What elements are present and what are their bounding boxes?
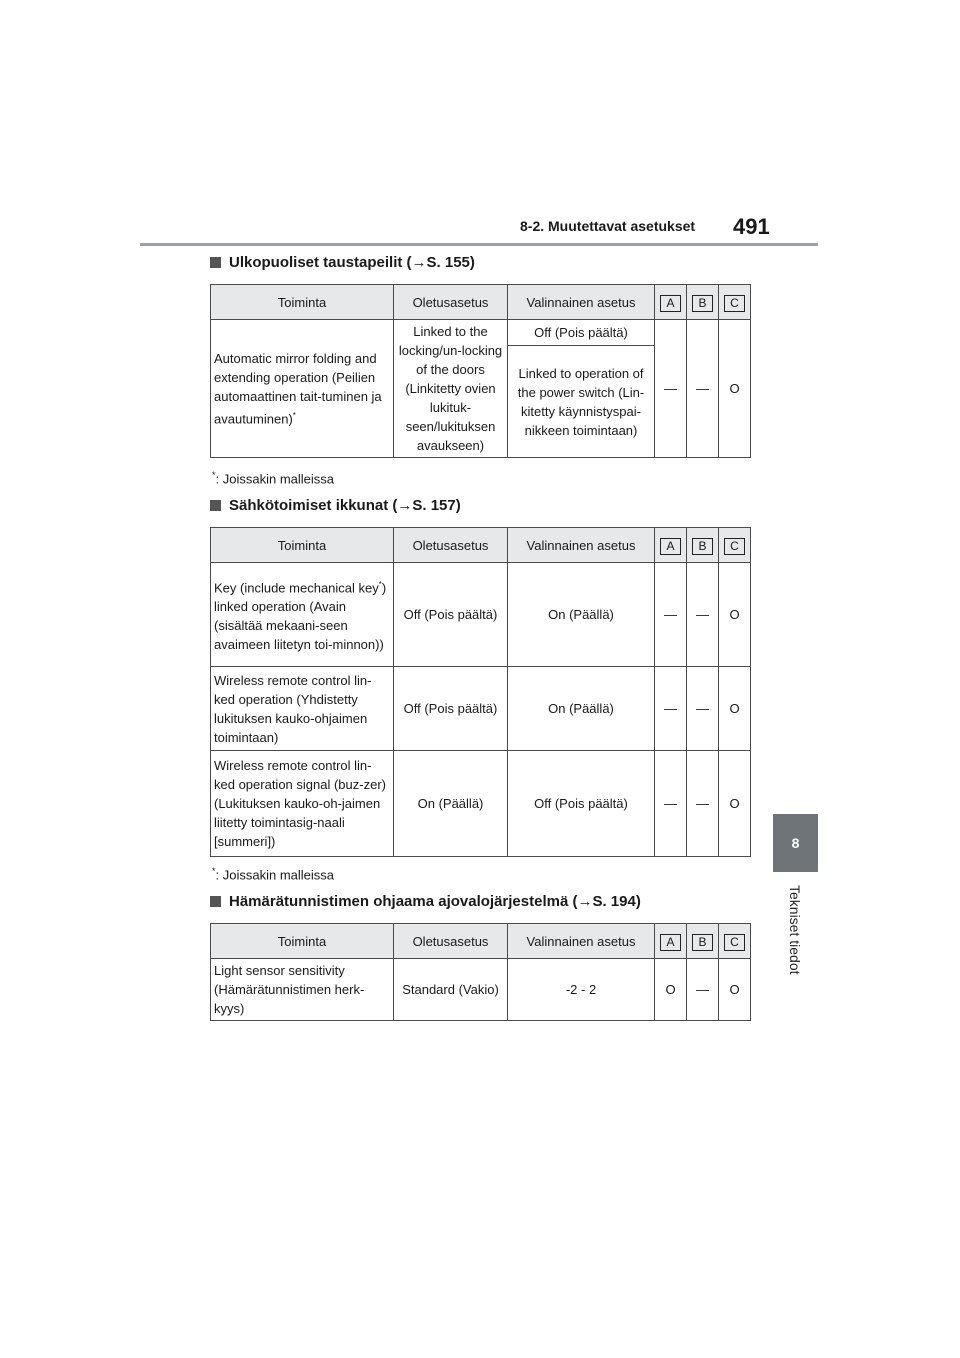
col-default: Oletusasetus bbox=[394, 528, 508, 563]
b-cell: — bbox=[687, 751, 719, 857]
function-cell: Light sensor sensitivity (Hämärätunnistimen herk-kyys) bbox=[211, 959, 394, 1021]
col-default: Oletusasetus bbox=[394, 924, 508, 959]
a-cell: — bbox=[655, 667, 687, 751]
c-cell: O bbox=[719, 959, 751, 1021]
col-function: Toiminta bbox=[211, 924, 394, 959]
a-cell: — bbox=[655, 751, 687, 857]
table-row bbox=[211, 751, 751, 857]
b-cell: — bbox=[687, 667, 719, 751]
col-optional: Valinnainen asetus bbox=[508, 285, 655, 320]
col-default: Oletusasetus bbox=[394, 285, 508, 320]
section-heading-headlights bbox=[210, 893, 641, 910]
section-heading-windows bbox=[210, 497, 461, 514]
default-cell: Off (Pois päältä) bbox=[394, 667, 508, 751]
function-cell: Wireless remote control lin-ked operation (Yhdistetty lukituksen kauko-ohjaimen toimintaan) bbox=[211, 667, 394, 751]
section-title: 8-2. Muutettavat asetukset bbox=[520, 218, 696, 234]
optional-cell: Off (Pois päältä) bbox=[508, 320, 655, 346]
c-cell: O bbox=[719, 667, 751, 751]
default-cell: On (Päällä) bbox=[394, 751, 508, 857]
section-heading-mirrors bbox=[210, 254, 475, 271]
c-cell: O bbox=[719, 320, 751, 458]
default-cell: Standard (Vakio) bbox=[394, 959, 508, 1021]
c-cell: O bbox=[719, 563, 751, 667]
c-cell: O bbox=[719, 751, 751, 857]
section-heading-text: Ulkopuoliset taustapeilit (→S. 155) bbox=[229, 254, 475, 271]
col-function: Toiminta bbox=[211, 528, 394, 563]
optional-cell: -2 - 2 bbox=[508, 959, 655, 1021]
col-optional: Valinnainen asetus bbox=[508, 528, 655, 563]
col-b: B bbox=[687, 285, 719, 320]
table-header-row bbox=[211, 285, 751, 320]
square-bullet-icon bbox=[210, 500, 221, 511]
mirrors-table bbox=[210, 284, 751, 458]
col-c: C bbox=[719, 528, 751, 563]
col-c: C bbox=[719, 285, 751, 320]
col-a: A bbox=[655, 528, 687, 563]
page-number: 491 bbox=[733, 214, 770, 239]
table-row bbox=[211, 563, 751, 667]
optional-cell: On (Päällä) bbox=[508, 563, 655, 667]
table-row bbox=[211, 959, 751, 1021]
table-header-row bbox=[211, 528, 751, 563]
chapter-tab bbox=[773, 814, 818, 872]
section-heading-text: Hämärätunnistimen ohjaama ajovalojärjestelmä (→S. 194) bbox=[229, 893, 641, 910]
section-heading-text: Sähkötoimiset ikkunat (→S. 157) bbox=[229, 497, 461, 514]
footnote: *: Joissakin malleissa bbox=[212, 866, 335, 883]
col-a: A bbox=[655, 285, 687, 320]
chapter-label: Tekniset tiedot bbox=[787, 885, 803, 975]
square-bullet-icon bbox=[210, 257, 221, 268]
col-a: A bbox=[655, 924, 687, 959]
a-cell: O bbox=[655, 959, 687, 1021]
table-row bbox=[211, 320, 751, 346]
function-cell: Wireless remote control lin-ked operation signal (buz-zer) (Lukituksen kauko-oh-jaimen liitetty toimintasig-naali [summeri]) bbox=[211, 751, 394, 857]
optional-cell: Linked to operation of the power switch (Lin-kitetty käynnistyspai-nikkeen toimintaan) bbox=[508, 346, 655, 458]
headlights-table bbox=[210, 923, 751, 1021]
optional-cell: Off (Pois päältä) bbox=[508, 751, 655, 857]
table-header-row bbox=[211, 924, 751, 959]
col-optional: Valinnainen asetus bbox=[508, 924, 655, 959]
b-cell: — bbox=[687, 959, 719, 1021]
square-bullet-icon bbox=[210, 896, 221, 907]
col-b: B bbox=[687, 924, 719, 959]
footnote: *: Joissakin malleissa bbox=[212, 470, 335, 487]
windows-table bbox=[210, 527, 751, 857]
a-cell: — bbox=[655, 563, 687, 667]
col-b: B bbox=[687, 528, 719, 563]
table-row bbox=[211, 667, 751, 751]
default-cell: Off (Pois päältä) bbox=[394, 563, 508, 667]
function-cell: Automatic mirror folding and extending operation (Peilien automaattinen tait-tuminen ja avautuminen)* bbox=[211, 320, 394, 458]
b-cell: — bbox=[687, 320, 719, 458]
b-cell: — bbox=[687, 563, 719, 667]
default-cell: Linked to the locking/un-locking of the doors (Linkitetty ovien lukituk-seen/lukituksen avaukseen) bbox=[394, 320, 508, 458]
chapter-number: 8 bbox=[791, 835, 800, 851]
col-c: C bbox=[719, 924, 751, 959]
a-cell: — bbox=[655, 320, 687, 458]
col-function: Toiminta bbox=[211, 285, 394, 320]
header-divider bbox=[140, 243, 818, 246]
function-cell: Key (include mechanical key*) linked operation (Avain (sisältää mekaani-seen avaimeen liitetyn toi-minnon)) bbox=[211, 563, 394, 667]
optional-cell: On (Päällä) bbox=[508, 667, 655, 751]
